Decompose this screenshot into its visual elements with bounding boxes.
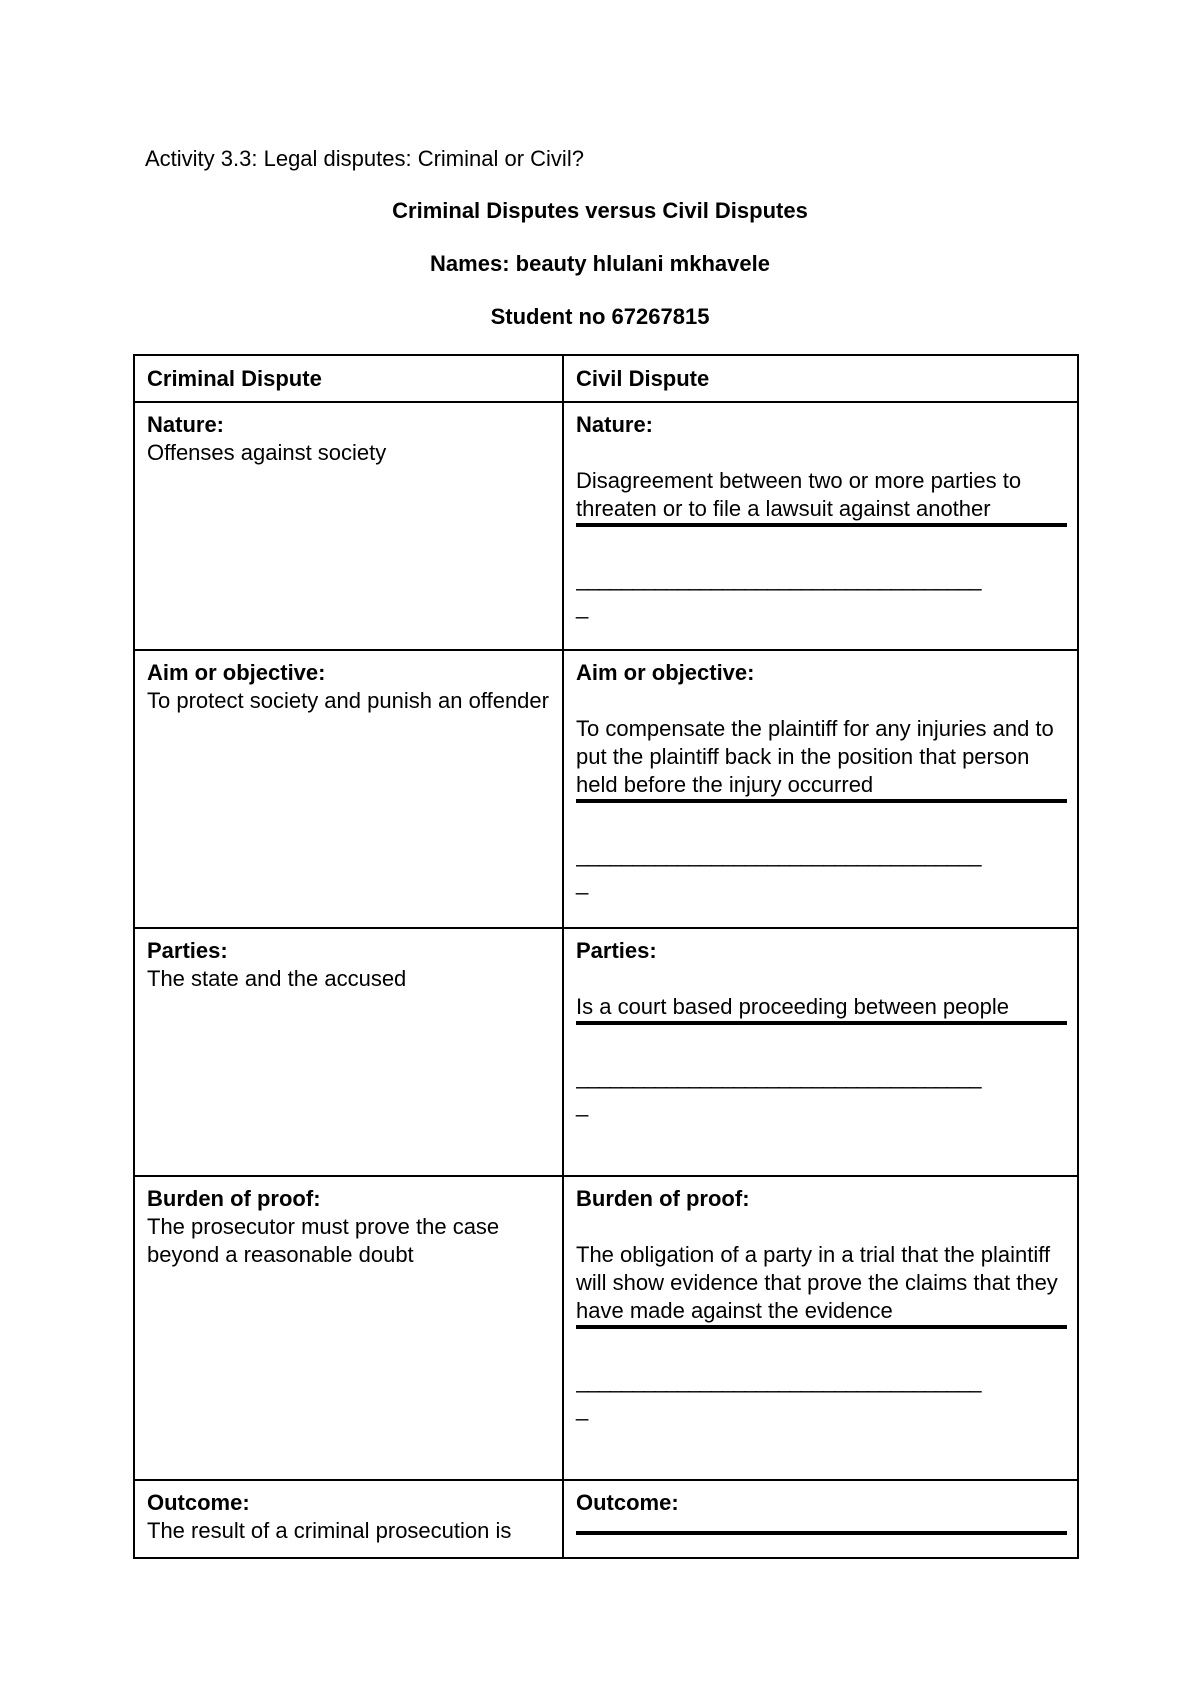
table-row-burden-of-proof	[134, 1176, 1078, 1480]
table-row-outcome	[134, 1480, 1078, 1558]
row-label: Nature:	[147, 412, 225, 437]
row-label: Burden of proof:	[147, 1186, 321, 1211]
blank-answer-line: ____________________________________	[576, 566, 981, 591]
criminal-outcome-cell	[134, 1480, 563, 1558]
table-row-parties	[134, 928, 1078, 1176]
civil-aim-answer: To compensate the plaintiff for any injuries and to put the plaintiff back in the position that person held before the injury occurred	[576, 715, 1067, 803]
civil-parties-cell	[563, 928, 1078, 1176]
blank-answer-tail: _	[576, 1092, 589, 1117]
row-label: Parties:	[576, 938, 657, 963]
criminal-outcome-text: The result of a criminal prosecution is	[147, 1518, 512, 1543]
blank-answer-tail: _	[576, 1396, 589, 1421]
row-label: Burden of proof:	[576, 1186, 750, 1211]
table-row-aim	[134, 650, 1078, 928]
comparison-table	[133, 354, 1079, 1559]
civil-outcome-cell	[563, 1480, 1078, 1558]
criminal-aim-text: To protect society and punish an offender	[147, 688, 549, 713]
civil-nature-cell	[563, 402, 1078, 650]
civil-nature-answer: Disagreement between two or more parties to threaten or to file a lawsuit against another	[576, 467, 1067, 527]
header-civil-dispute: Civil Dispute	[563, 355, 1078, 402]
student-names: Names: beauty hlulani mkhavele	[430, 251, 770, 276]
row-label: Parties:	[147, 938, 228, 963]
row-label: Aim or objective:	[147, 660, 326, 685]
criminal-burden-cell	[134, 1176, 563, 1480]
row-label: Outcome:	[576, 1490, 679, 1515]
blank-answer-line: ____________________________________	[576, 842, 981, 867]
blank-answer-tail: _	[576, 594, 589, 619]
civil-aim-cell	[563, 650, 1078, 928]
criminal-parties-cell	[134, 928, 563, 1176]
row-label: Outcome:	[147, 1490, 250, 1515]
civil-burden-cell	[563, 1176, 1078, 1480]
criminal-nature-cell	[134, 402, 563, 650]
civil-burden-answer: The obligation of a party in a trial that the plaintiff will show evidence that prove the claims that they have made against the evidence	[576, 1241, 1067, 1329]
blank-answer-line: ____________________________________	[576, 1064, 981, 1089]
row-label: Aim or objective:	[576, 660, 755, 685]
criminal-burden-text: The prosecutor must prove the case beyond a reasonable doubt	[147, 1214, 500, 1267]
blank-answer-tail: _	[576, 870, 589, 895]
row-label: Nature:	[576, 412, 654, 437]
activity-heading: Activity 3.3: Legal disputes: Criminal or Civil?	[145, 146, 584, 171]
table-row-nature	[134, 402, 1078, 650]
civil-outcome-answer	[576, 1525, 1067, 1535]
civil-parties-answer: Is a court based proceeding between people	[576, 993, 1067, 1025]
criminal-nature-text: Offenses against society	[147, 440, 387, 465]
document-title: Criminal Disputes versus Civil Disputes	[392, 198, 808, 223]
criminal-aim-cell	[134, 650, 563, 928]
criminal-parties-text: The state and the accused	[147, 966, 407, 991]
table-header-row	[134, 355, 1078, 402]
header-criminal-dispute: Criminal Dispute	[134, 355, 563, 402]
student-number: Student no 67267815	[490, 304, 710, 329]
blank-answer-line: ____________________________________	[576, 1368, 981, 1393]
